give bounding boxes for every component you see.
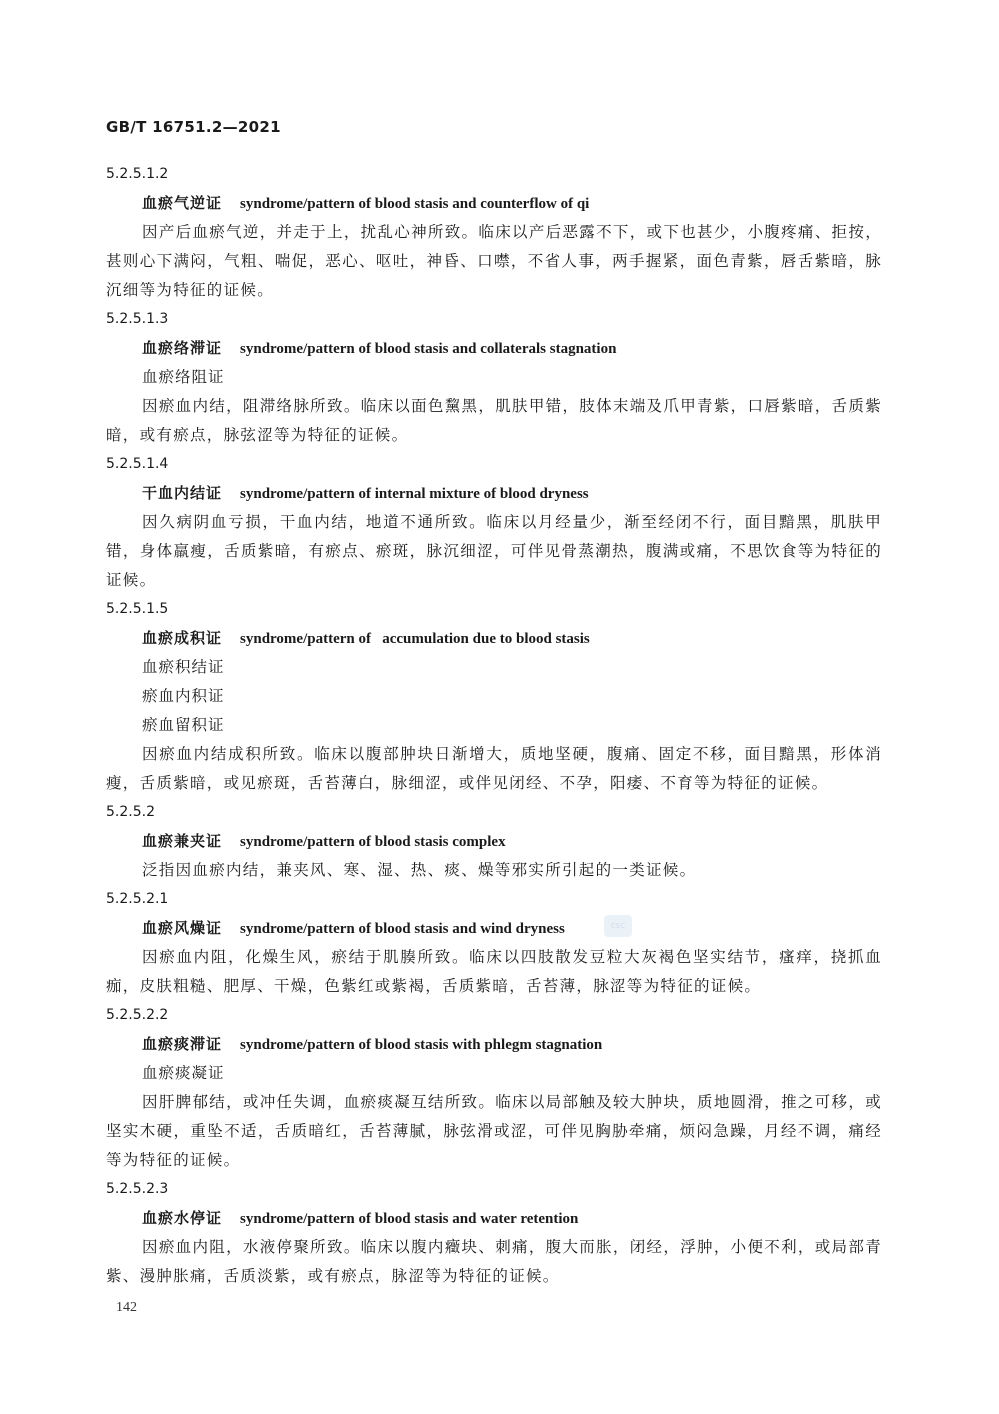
term-entry [106, 1001, 882, 1175]
entry-term [106, 827, 882, 856]
term-english: syndrome/pattern of blood stasis complex [240, 834, 506, 850]
term-english: syndrome/pattern of internal mixture of blood dryness [240, 486, 589, 502]
entry-number: 5.2.5.1.2 [106, 166, 169, 182]
term-chinese: 血瘀痰滞证 [142, 1035, 223, 1053]
term-english: syndrome/pattern of blood stasis and water retention [240, 1211, 579, 1227]
entry-number: 5.2.5.2 [106, 804, 155, 820]
term-definition: 泛指因血瘀内结，兼夹风、寒、湿、热、痰、燥等邪实所引起的一类证候。 [142, 861, 697, 879]
entry-number: 5.2.5.1.4 [106, 456, 169, 472]
entry-number: 5.2.5.1.5 [106, 601, 169, 617]
term-definition: 因瘀血内结成积所致。临床以腹部肿块日渐增大，质地坚硬，腹痛、固定不移，面目黯黑，形体消瘦，舌质紫暗，或见瘀斑，舌苔薄白，脉细涩，或伴见闭经、不孕，阳痿、不育等为特征的证候。 [106, 745, 882, 792]
entry-term [106, 1204, 882, 1233]
term-definition: 因瘀血内阻，水液停聚所致。临床以腹内癥块、刺痛，腹大而胀，闭经，浮肿，小便不利，或局部青紫、漫肿胀痛，舌质淡紫，或有瘀点，脉涩等为特征的证候。 [106, 1238, 882, 1285]
entry-term [106, 189, 882, 218]
term-entry [106, 160, 882, 305]
term-chinese: 血瘀气逆证 [142, 194, 223, 212]
term-synonym: 血瘀络阻证 [142, 368, 225, 386]
term-chinese: 血瘀成积证 [142, 629, 223, 647]
term-english: syndrome/pattern of blood stasis and counterflow of qi [240, 196, 590, 212]
term-entry [106, 595, 882, 798]
term-chinese: 干血内结证 [142, 484, 223, 502]
term-definition: 因肝脾郁结，或冲任失调，血瘀痰凝互结所致。临床以局部触及较大肿块，质地圆滑，推之可移，或坚实木硬，重坠不适，舌质暗红，舌苔薄腻，脉弦滑或涩，可伴见胸胁牵痛，烦闷急躁，月经不调，痛经等为特征的证候。 [106, 1093, 882, 1169]
entry-number: 5.2.5.2.3 [106, 1181, 169, 1197]
term-entry [106, 798, 882, 885]
entry-number: 5.2.5.2.2 [106, 1007, 169, 1023]
entry-term [106, 479, 882, 508]
entry-term [106, 624, 882, 653]
term-chinese: 血瘀水停证 [142, 1209, 223, 1227]
term-entry [106, 1175, 882, 1291]
term-synonym: 瘀血留积证 [142, 716, 225, 734]
term-entry [106, 450, 882, 595]
entry-number: 5.2.5.1.3 [106, 311, 169, 327]
entry-term [106, 1030, 882, 1059]
term-english: syndrome/pattern of blood stasis and collaterals stagnation [240, 341, 617, 357]
term-chinese: 血瘀风燥证 [142, 919, 223, 937]
term-english: syndrome/pattern of blood stasis and wind dryness [240, 921, 565, 937]
entry-number: 5.2.5.2.1 [106, 891, 169, 907]
entry-term [106, 914, 882, 943]
term-definition: 因瘀血内阻，化燥生风，瘀结于肌腠所致。临床以四肢散发豆粒大灰褐色坚实结节，瘙痒，挠抓血痂，皮肤粗糙、肥厚、干燥，色紫红或紫褐，舌质紫暗，舌苔薄，脉涩等为特征的证候。 [106, 948, 882, 995]
term-synonym: 血瘀积结证 [142, 658, 225, 676]
term-synonym: 血瘀痰凝证 [142, 1064, 225, 1082]
term-definition: 因久病阴血亏损，干血内结，地道不通所致。临床以月经量少，渐至经闭不行，面目黯黑，肌肤甲错，身体羸瘦，舌质紫暗，有瘀点、瘀斑，脉沉细涩，可伴见骨蒸潮热，腹满或痛，不思饮食等为特征的证候。 [106, 513, 882, 589]
term-chinese: 血瘀络滞证 [142, 339, 223, 357]
term-definition: 因瘀血内结，阻滞络脉所致。临床以面色黧黑，肌肤甲错，肢体末端及爪甲青紫，口唇紫暗，舌质紫暗，或有瘀点，脉弦涩等为特征的证候。 [106, 397, 882, 444]
page-number: 142 [116, 1300, 137, 1315]
term-synonym: 瘀血内积证 [142, 687, 225, 705]
document-body [106, 160, 882, 1291]
term-definition: 因产后血瘀气逆，并走于上，扰乱心神所致。临床以产后恶露不下，或下也甚少，小腹疼痛、拒按，甚则心下满闷，气粗、喘促，恶心、呕吐，神昏、口噤，不省人事，两手握紧，面色青紫，唇舌紫暗，脉沉细等为特征的证候。 [106, 223, 882, 299]
term-chinese: 血瘀兼夹证 [142, 832, 223, 850]
standard-header: GB/T 16751.2—2021 [106, 118, 281, 136]
watermark-logo-icon: csc [604, 915, 632, 937]
entry-term [106, 334, 882, 363]
term-entry [106, 885, 882, 1001]
term-entry [106, 305, 882, 450]
term-english: syndrome/pattern of blood stasis with phlegm stagnation [240, 1037, 603, 1053]
term-english: syndrome/pattern of accumulation due to blood stasis [240, 631, 590, 647]
